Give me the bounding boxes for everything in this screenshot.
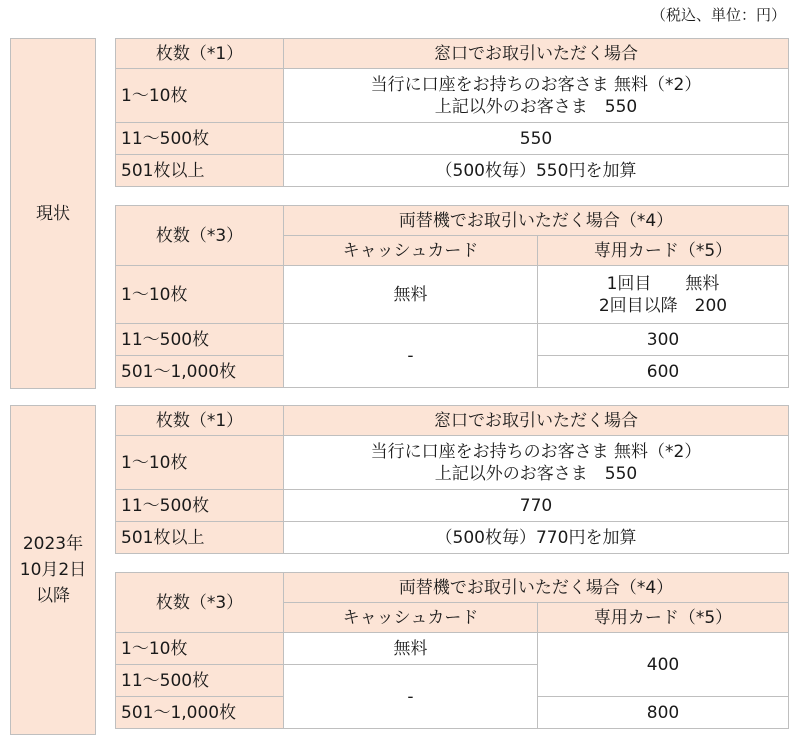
dedicated-card-header: 専用カード（*5）: [538, 236, 789, 266]
count-cell: 11～500枚: [116, 324, 284, 356]
cash-card-header: キャッシュカード: [284, 603, 538, 633]
machine-fee-table-current: [115, 205, 789, 388]
cash-card-header: キャッシュカード: [284, 236, 538, 266]
fee-cell: [284, 436, 789, 490]
count-cell: 1～10枚: [116, 69, 284, 123]
dedicated-card-fee: 300: [538, 324, 789, 356]
dedicated-card-fee: 400: [538, 633, 789, 697]
fee-line: 1回目 無料: [606, 273, 720, 294]
cash-card-fee: 無料: [284, 633, 538, 665]
section-label-line: 10月2日: [19, 560, 87, 580]
dedicated-card-fee: [538, 266, 789, 324]
machine-method-header: 両替機でお取引いただく場合（*4）: [284, 573, 789, 603]
counter-method-header: 窓口でお取引いただく場合: [284, 39, 789, 69]
fee-cell: （500枚毎）550円を加算: [284, 155, 789, 187]
fee-cell: 770: [284, 490, 789, 522]
section-label-current: [10, 38, 96, 389]
count-cell: 501～1,000枚: [116, 697, 284, 729]
unit-note: （税込、単位：円）: [650, 6, 786, 24]
count-header: 枚数（*1）: [116, 406, 284, 436]
count-cell: 1～10枚: [116, 633, 284, 665]
dedicated-card-header: 専用カード（*5）: [538, 603, 789, 633]
section-label-line: 現状: [36, 203, 70, 224]
counter-fee-table-revised: [115, 405, 789, 554]
count-cell: 11～500枚: [116, 123, 284, 155]
fee-line: 当行に口座をお持ちのお客さま 無料（*2）: [370, 441, 702, 462]
dedicated-card-fee: 800: [538, 697, 789, 729]
count-cell: 501～1,000枚: [116, 356, 284, 388]
count-cell: 11～500枚: [116, 665, 284, 697]
section-label-line: 2023年: [22, 534, 84, 554]
fee-line: 上記以外のお客さま 550: [434, 96, 638, 117]
count-cell: 501枚以上: [116, 155, 284, 187]
counter-method-header: 窓口でお取引いただく場合: [284, 406, 789, 436]
count-cell: 501枚以上: [116, 522, 284, 554]
count-cell: 1～10枚: [116, 266, 284, 324]
count-header: 枚数（*3）: [116, 573, 284, 633]
fee-line: 上記以外のお客さま 550: [434, 463, 638, 484]
machine-fee-table-revised: [115, 572, 789, 729]
fee-cell: [284, 69, 789, 123]
fee-line: 当行に口座をお持ちのお客さま 無料（*2）: [370, 74, 702, 95]
count-header: 枚数（*1）: [116, 39, 284, 69]
section-label-revised: [10, 405, 96, 735]
cash-card-fee: -: [284, 324, 538, 388]
counter-fee-table-current: [115, 38, 789, 187]
cash-card-fee: -: [284, 665, 538, 729]
fee-line: 2回目以降 200: [598, 295, 728, 316]
section-label-line: 以降: [35, 586, 70, 606]
cash-card-fee: 無料: [284, 266, 538, 324]
fee-cell: 550: [284, 123, 789, 155]
fee-cell: （500枚毎）770円を加算: [284, 522, 789, 554]
count-cell: 1～10枚: [116, 436, 284, 490]
count-cell: 11～500枚: [116, 490, 284, 522]
dedicated-card-fee: 600: [538, 356, 789, 388]
count-header: 枚数（*3）: [116, 206, 284, 266]
machine-method-header: 両替機でお取引いただく場合（*4）: [284, 206, 789, 236]
